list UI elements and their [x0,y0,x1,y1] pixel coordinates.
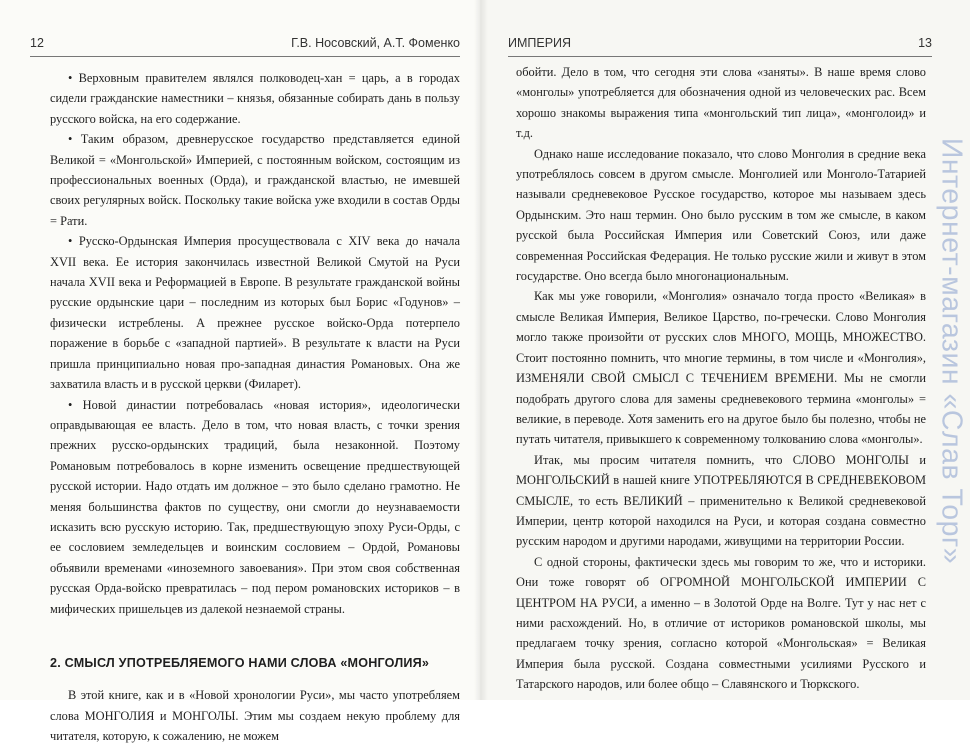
paragraph: обойти. Дело в том, что сегодня эти слова «заняты». В наше время слово «монголы» употребляется для обозначения одной из человеческих рас. Всем хорошо знакомы выражения типа «монгольский тип лица», «монголоид» и т.д. [516,65,926,141]
book-gutter-shadow [474,0,488,700]
paragraph: • Таким образом, древнерусское государство представляется единой Великой = «Монгольской» Империей, с постоянным войском, состоящим из профессиональных военных (Орда), и гражданской властью, не имевшей своих регулярных войск. Поскольку такие войска уже входили в состав Орды = Рати. [50,132,460,228]
watermark-text: Интернет-магазин «Слав Торг» [935,137,968,565]
left-running-head [30,36,460,57]
store-watermark [934,6,968,696]
section-heading: 2. СМЫСЛ УПОТРЕБЛЯЕМОГО НАМИ СЛОВА «МОНГОЛИЯ» [50,655,430,670]
left-page [0,0,480,744]
paragraph: Как мы уже говорили, «Монголия» означало тогда просто «Великая» в смысле Великая Империя, Великое Царство, по-гречески. Слово Монголия могло также произойти от русских слов МНОГО, МОЩЬ, МНОЖЕСТВО. Стоит постоянно помнить, что многие термины, в том числе и «Монголия», ИЗМЕНЯЛИ СВОЙ СМЫСЛ С ТЕЧЕНИЕМ ВРЕМЕНИ. Мы не смогли подобрать другого слова для замены средневекового термина «монголы» = великие, в переводе. Хотя заменить его на другое было бы полезно, чтобы не путать читателя, привыкшего к современному толкованию слова «монголы». [516,289,926,447]
chapter-header: ИМПЕРИЯ [508,36,572,50]
paragraph: В этой книге, как и в «Новой хронологии Руси», мы часто употребляем слова МОНГОЛИЯ и МОНГОЛЫ. Этим мы создаем некую проблему для читателя, которую, к сожалению, не можем [50,688,460,744]
paragraph: Однако наше исследование показало, что слово Монголия в средние века употреблялось совсем в другом смысле. Монголией или Монголо-Татарией называли средневековое Русское государство, которое мы называем здесь Ордынским. Это наш термин. Оно было русским в том же смысле, в каком русской была Российская Империя или Советский Союз, или даже современная Российская Федерация. Не только русские жили и живут в этом государстве. Оно всегда было многонациональным. [516,146,926,284]
right-text-column [516,62,926,695]
left-text-column [50,68,460,747]
paragraph: С одной стороны, фактически здесь мы говорим то же, что и историки. Они тоже говорят об ОГРОМНОЙ МОНГОЛЬСКОЙ ИМПЕРИИ С ЦЕНТРОМ НА РУСИ, а именно – в Золотой Орде на Волге. Тут у нас нет с ними расхождений. Но, в отличие от историков романовской школы, мы предлагаем точку зрения, согласно которой «Монгольская» = Великая Империя была русской. Создана совместными усилиями Русского и Татарского народов, или более общо – Славянского и Тюркского. [516,554,926,692]
page-number-left: 12 [30,36,44,50]
right-page [480,0,970,700]
authors-header: Г.В. Носовский, А.Т. Фоменко [291,36,460,50]
paragraph: • Верховным правителем являлся полководец-хан = царь, а в городах сидели гражданские наместники – князья, обязанные собирать дань в пользу русского войска, на его содержание. [50,71,460,126]
paragraph: Итак, мы просим читателя помнить, что СЛОВО МОНГОЛЫ и МОНГОЛЬСКИЙ в нашей книге УПОТРЕБЛЯЮТСЯ В СРЕДНЕВЕКОВОМ СМЫСЛЕ, то есть ВЕЛИКИЙ – применительно к Великой средневековой Империи, центр которой находился на Руси, и которая создана совместно русским народом и другими народами, живущими на территории России. [516,452,926,549]
paragraph: • Новой династии потребовалась «новая история», идеологически оправдывающая ее власть. Дело в том, что новая власть, с точки зрения прежних русско-ордынских традиций, была незаконной. Поэтому Романовым потребовалось в корне изменить освещение предшествующей русской истории. Надо отдать им должное – это было сделано грамотно. Не меняя большинства фактов по существу, они смогли до неузнаваемости исказить всю русскую историю. Так, предшествующую эпоху Руси-Орды, с ее сословием земледельцев и воинским сословием – Ордой, Романовы объявили временами «иноземного завоевания». При этом своя собственная русская Орда-войско превратилась – под пером романовских историков – в мифических пришельцев из далекой незнаемой страны. [50,397,460,616]
right-running-head [508,36,932,57]
paragraph: • Русско-Ордынская Империя просуществовала с XIV века до начала XVII века. Ее история закончилась известной Великой Смутой на Руси начала XVII века и Реформацией в Европе. В результате гражданской войны русские ордынские цари – последним из которых был Борис «Годунов» – физически истреблены. А прежнее русское войско-Орда потерпело поражение в борьбе с «западной партией». В результате к власти на Руси пришла принципиально новая про-западная династия Романовых. Она же захватила власть и в русской церкви (Филарет). [50,234,460,392]
page-number-right: 13 [918,36,932,50]
